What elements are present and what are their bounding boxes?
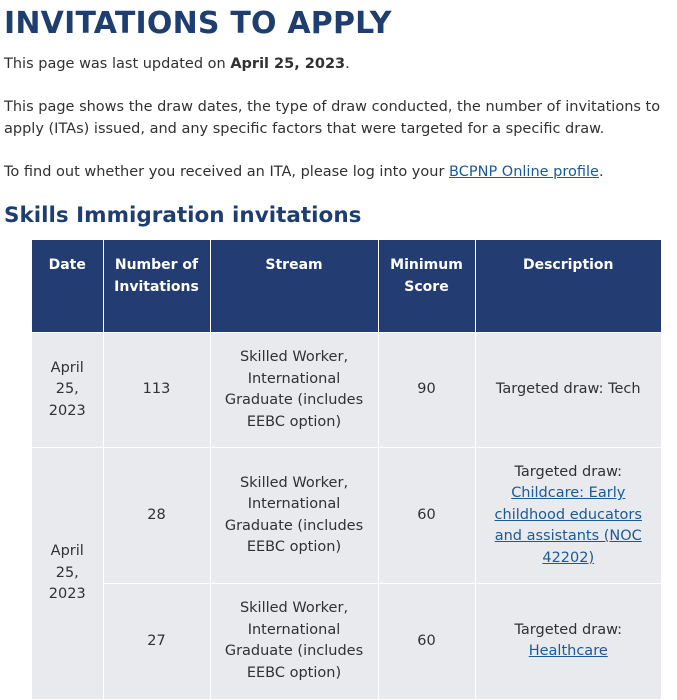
cell-description — [475, 584, 661, 699]
cell-min-score: 60 — [378, 584, 475, 699]
header-date: Date — [32, 240, 103, 333]
table-row — [32, 448, 661, 584]
invitations-table — [32, 240, 661, 699]
login-suffix: . — [598, 164, 604, 180]
table-header-row — [32, 240, 661, 333]
cell-min-score: 90 — [378, 333, 475, 448]
last-updated-prefix: This page was last updated on — [4, 56, 231, 72]
cell-description — [475, 448, 661, 584]
description-prefix: Targeted draw: — [514, 621, 623, 638]
login-paragraph — [4, 161, 604, 183]
header-number-of-invitations: Number of Invitations — [103, 240, 210, 333]
description-prefix: Targeted draw: — [514, 463, 623, 480]
cell-invitations: 28 — [103, 448, 210, 584]
last-updated-text — [4, 53, 350, 75]
cell-invitations: 113 — [103, 333, 210, 448]
cell-stream: Skilled Worker, International Graduate (includes EEBC option) — [210, 584, 378, 699]
header-description: Description — [475, 240, 661, 333]
bcpnp-online-profile-link[interactable]: BCPNP Online profile — [449, 164, 599, 180]
section-title: Skills Immigration invitations — [4, 203, 362, 228]
cell-stream: Skilled Worker, International Graduate (includes EEBC option) — [210, 333, 378, 448]
cell-invitations: 27 — [103, 584, 210, 699]
cell-stream: Skilled Worker, International Graduate (includes EEBC option) — [210, 448, 378, 584]
login-prefix: To find out whether you received an ITA, please log into your — [4, 164, 450, 180]
last-updated-date: April 25, 2023 — [230, 56, 346, 72]
table-row — [32, 333, 661, 448]
childcare-draw-link[interactable]: Childcare: Early childhood educators and assistants (NOC 42202) — [494, 485, 642, 566]
cell-min-score: 60 — [378, 448, 475, 584]
cell-description: Targeted draw: Tech — [475, 333, 661, 448]
header-stream: Stream — [210, 240, 378, 333]
last-updated-suffix: . — [345, 56, 350, 72]
healthcare-draw-link[interactable]: Healthcare — [528, 643, 608, 660]
intro-paragraph: This page shows the draw dates, the type of draw conducted, the number of invitations to apply (ITAs) issued, and any specific factors that were targeted for a specific draw. — [4, 99, 661, 137]
cell-date: April 25, 2023 — [32, 333, 103, 448]
page-title: INVITATIONS TO APPLY — [4, 6, 392, 41]
table-row — [32, 584, 661, 699]
cell-date: April 25, 2023 — [32, 448, 103, 699]
header-minimum-score: Minimum Score — [378, 240, 475, 333]
